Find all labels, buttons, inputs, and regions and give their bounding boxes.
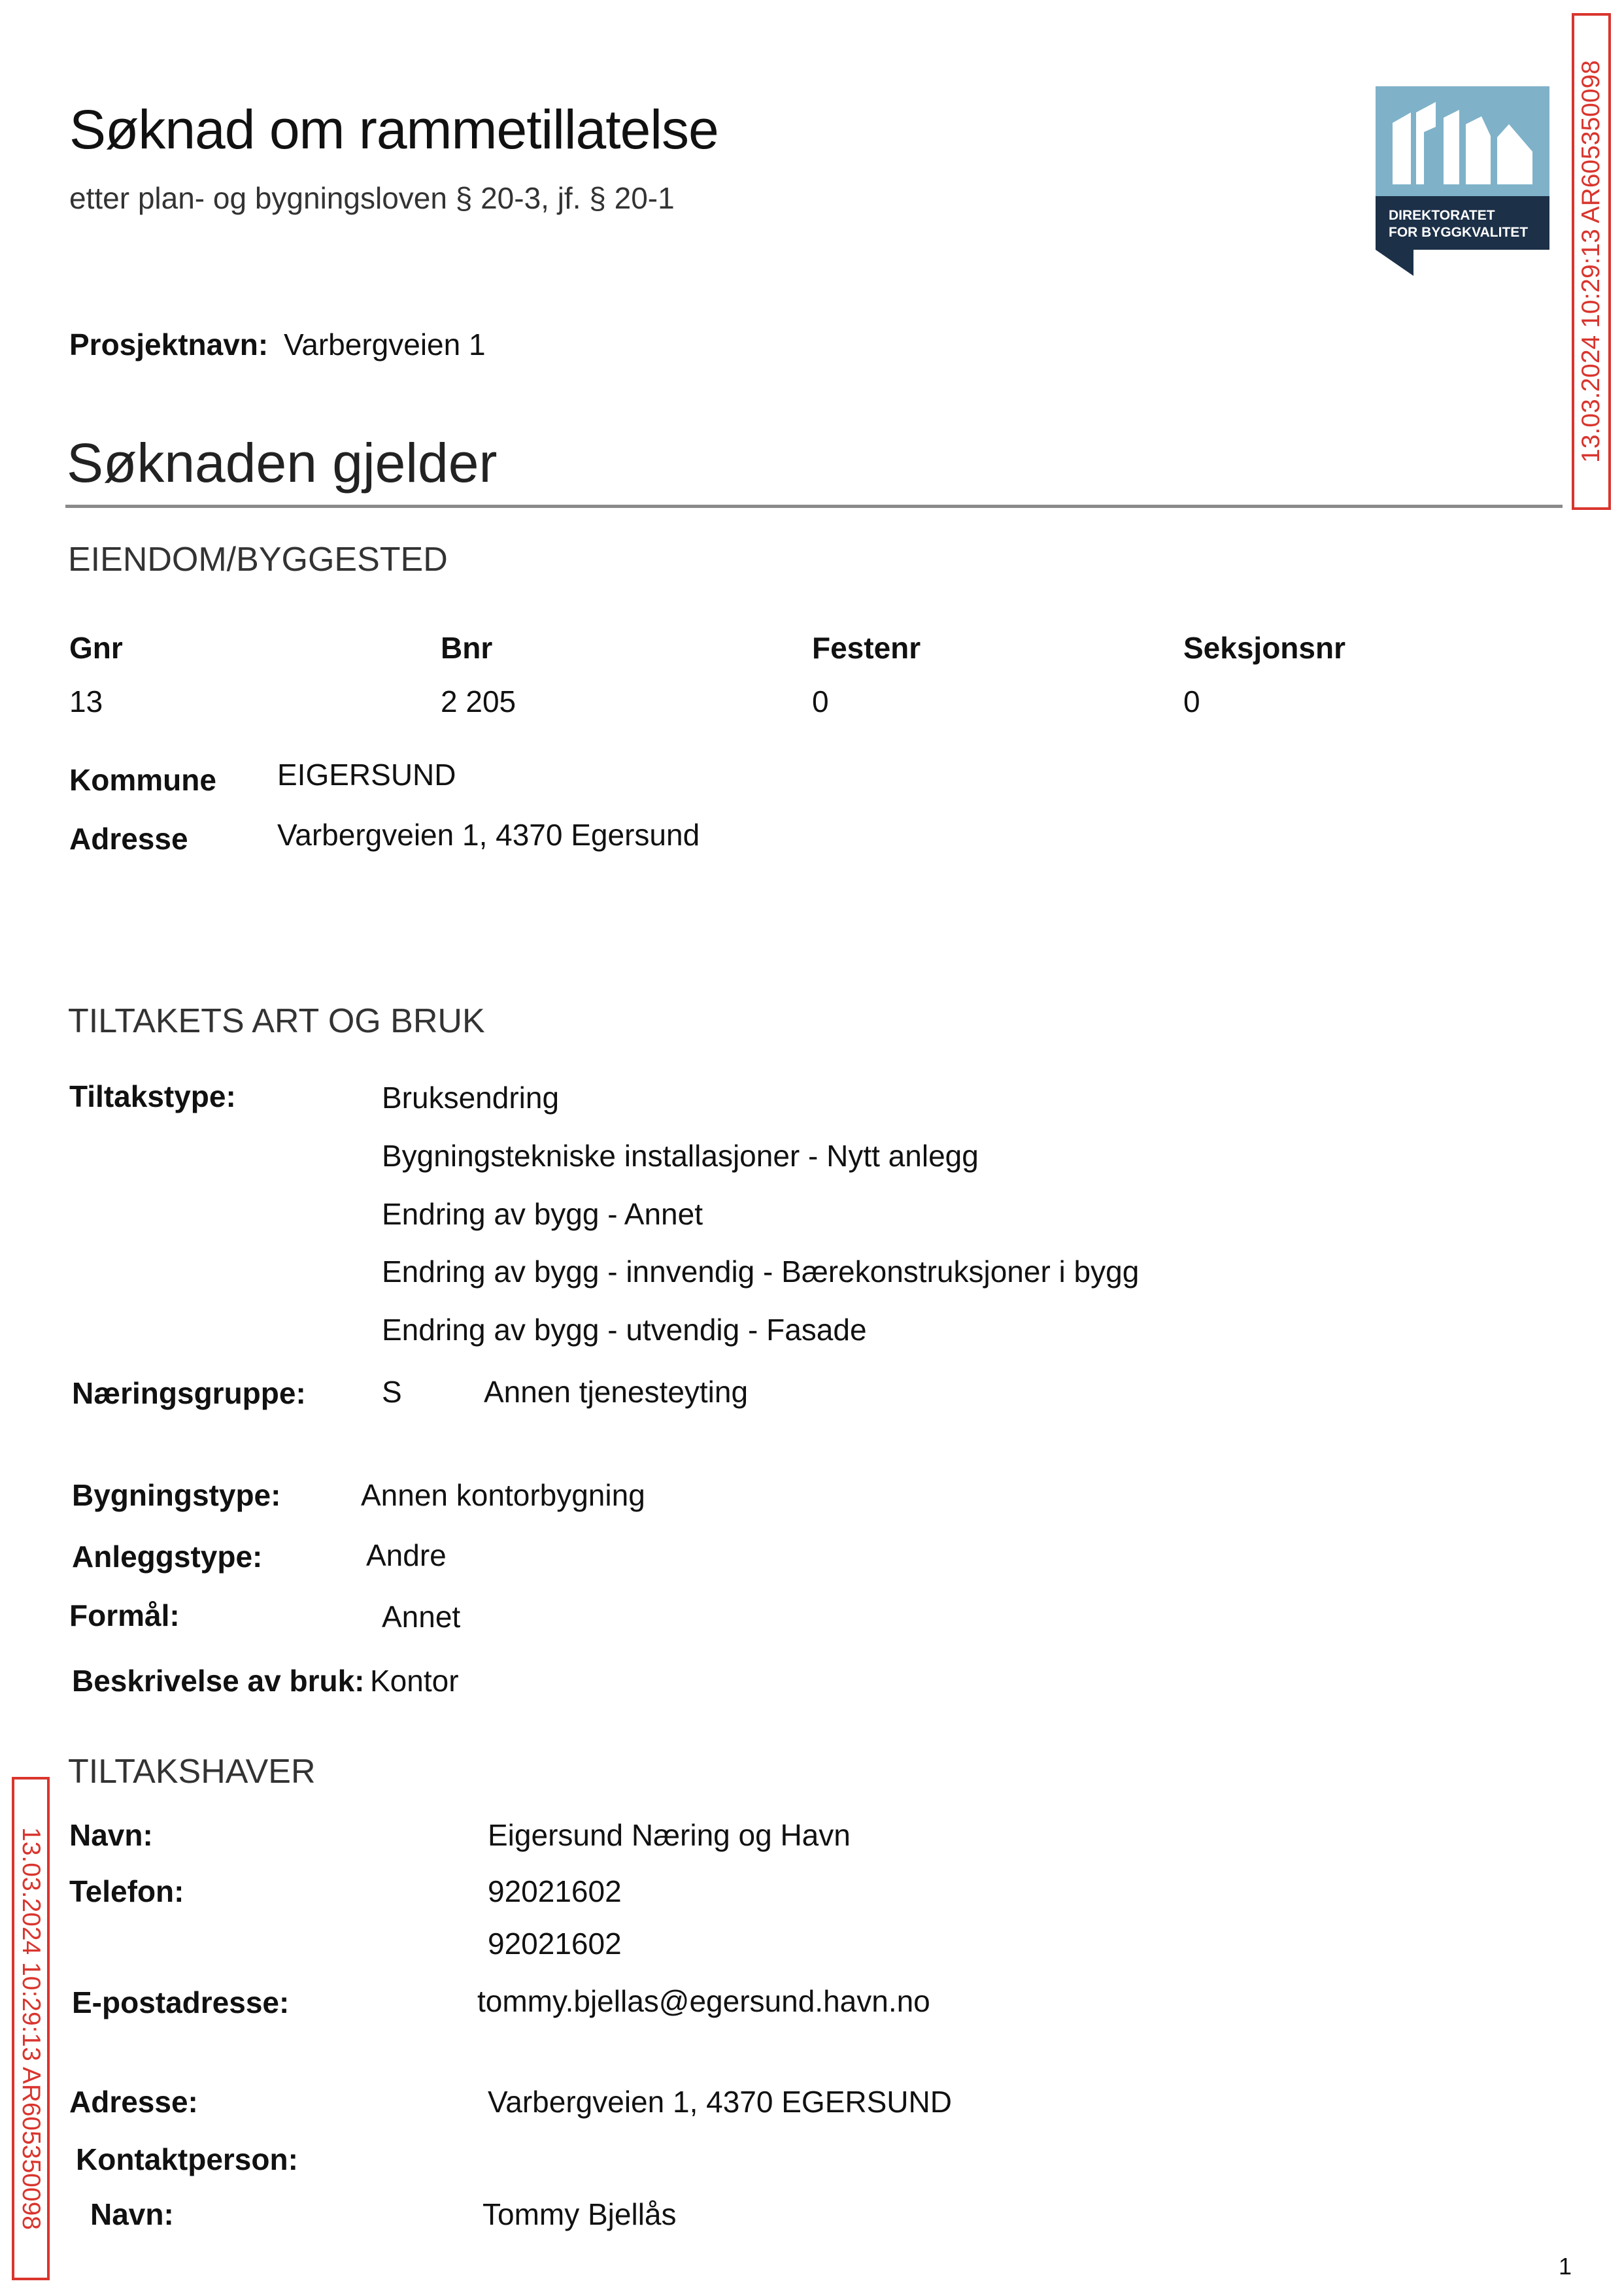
seksjonsnr-label: Seksjonsnr xyxy=(1183,631,1345,665)
tiltakstype-item: Endring av bygg - utvendig - Fasade xyxy=(382,1313,867,1347)
kontaktperson-label: Kontaktperson: xyxy=(76,2142,298,2176)
project-name-label: Prosjektnavn: xyxy=(69,328,269,362)
tiltakstype-item: Bygningstekniske installasjoner - Nytt anlegg xyxy=(382,1139,979,1173)
stamp-text: 13.03.2024 10:29:13 AR605350098 xyxy=(17,1827,46,2230)
tiltakshaver-adresse-label: Adresse: xyxy=(69,2085,198,2119)
naeringsgruppe-text: Annen tjenesteyting xyxy=(484,1375,749,1409)
section-heading: Søknaden gjelder xyxy=(67,432,498,494)
tiltakstype-item: Endring av bygg - innvendig - Bærekonstruksjoner i bygg xyxy=(382,1255,1140,1289)
beskrivelse-value: Kontor xyxy=(370,1664,459,1698)
bnr-label: Bnr xyxy=(441,631,493,665)
festenr-label: Festenr xyxy=(812,631,921,665)
project-name-value: Varbergveien 1 xyxy=(284,328,486,362)
epost-label: E-postadresse: xyxy=(72,1985,290,2019)
eiendom-heading: EIENDOM/BYGGESTED xyxy=(68,541,448,579)
kommune-value: EIGERSUND xyxy=(277,758,456,792)
kommune-label: Kommune xyxy=(69,763,216,797)
adresse-label: Adresse xyxy=(69,822,188,856)
tiltak-heading: TILTAKETS ART OG BRUK xyxy=(68,1002,485,1040)
formal-value: Annet xyxy=(382,1600,461,1634)
navn-value: Eigersund Næring og Havn xyxy=(488,1818,851,1852)
document-subtitle: etter plan- og bygningsloven § 20-3, jf. § 20-1 xyxy=(69,181,675,215)
festenr-value: 0 xyxy=(812,684,829,718)
epost-value: tommy.bjellas@egersund.havn.no xyxy=(477,1984,930,2018)
beskrivelse-label: Beskrivelse av bruk: xyxy=(72,1664,365,1698)
tiltakstype-item: Bruksendring xyxy=(382,1081,560,1115)
timestamp-stamp-right xyxy=(1572,13,1611,510)
kontakt-navn-label: Navn: xyxy=(90,2197,174,2231)
naeringsgruppe-code: S xyxy=(382,1375,402,1409)
dibk-logo xyxy=(1376,86,1549,276)
tiltakstype-label: Tiltakstype: xyxy=(69,1079,236,1113)
dibk-logo-icon xyxy=(1376,86,1549,276)
anleggstype-label: Anleggstype: xyxy=(72,1540,263,1574)
bygningstype-value: Annen kontorbygning xyxy=(361,1478,645,1512)
logo-line1: DIREKTORATET xyxy=(1389,208,1495,223)
section-divider xyxy=(65,505,1563,508)
tiltakstype-item: Endring av bygg - Annet xyxy=(382,1197,703,1231)
gnr-label: Gnr xyxy=(69,631,123,665)
tiltakshaver-heading: TILTAKSHAVER xyxy=(68,1753,316,1791)
telefon-value-2: 92021602 xyxy=(488,1927,622,1961)
telefon-label: Telefon: xyxy=(69,1874,184,1908)
bygningstype-label: Bygningstype: xyxy=(72,1478,281,1512)
naeringsgruppe-label: Næringsgruppe: xyxy=(72,1376,306,1410)
kontakt-navn-value: Tommy Bjellås xyxy=(482,2197,677,2231)
logo-line2: FOR BYGGKVALITET xyxy=(1389,225,1529,240)
seksjonsnr-value: 0 xyxy=(1183,684,1200,718)
gnr-value: 13 xyxy=(69,684,103,718)
page-number: 1 xyxy=(1559,2253,1572,2280)
telefon-value-1: 92021602 xyxy=(488,1874,622,1908)
formal-label: Formål: xyxy=(69,1598,180,1632)
anleggstype-value: Andre xyxy=(366,1538,447,1572)
navn-label: Navn: xyxy=(69,1818,153,1852)
tiltakshaver-adresse-value: Varbergveien 1, 4370 EGERSUND xyxy=(488,2085,952,2119)
timestamp-stamp-left xyxy=(12,1777,50,2280)
document-title: Søknad om rammetillatelse xyxy=(69,99,719,160)
stamp-text: 13.03.2024 10:29:13 AR605350098 xyxy=(1577,60,1606,463)
bnr-value: 2 205 xyxy=(441,684,516,718)
adresse-value: Varbergveien 1, 4370 Egersund xyxy=(277,818,700,852)
